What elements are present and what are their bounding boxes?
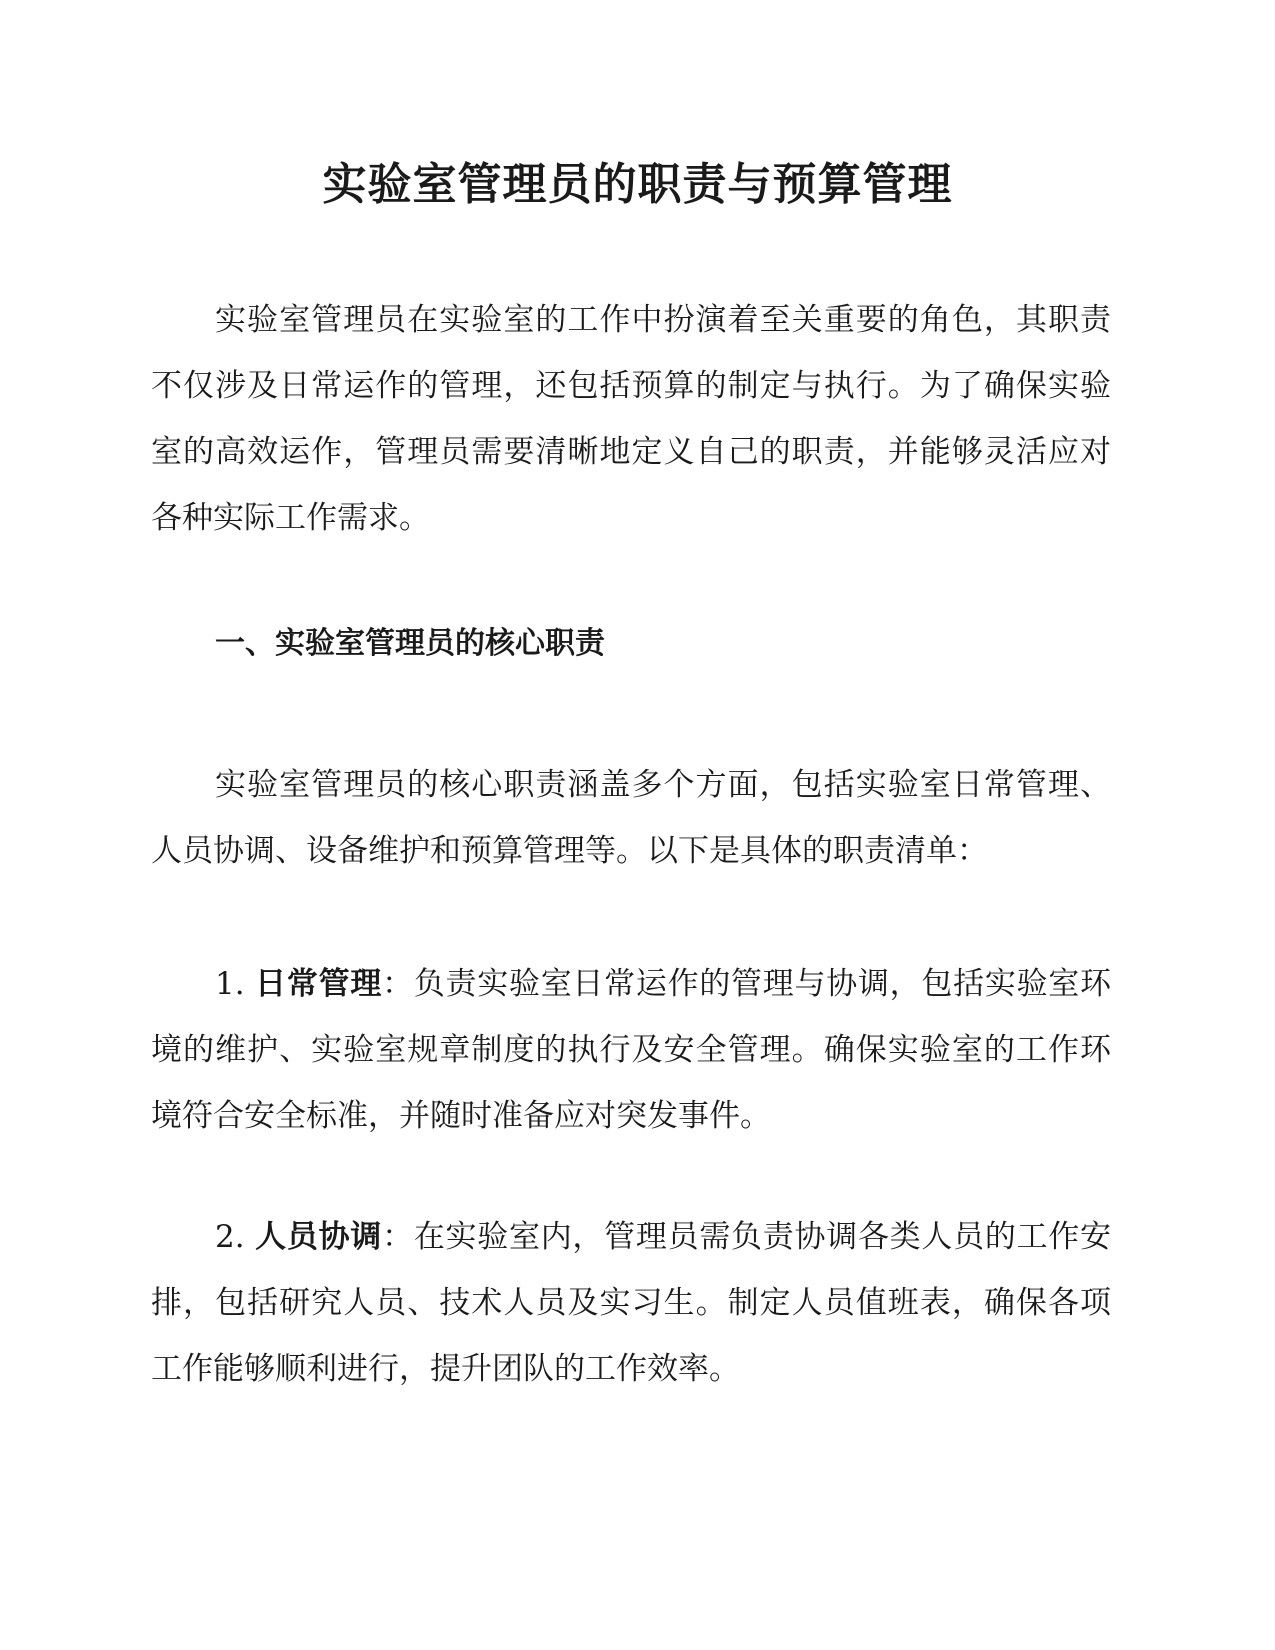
list-item-label: 日常管理 xyxy=(255,966,383,1002)
document-title: 实验室管理员的职责与预算管理 xyxy=(322,159,953,210)
list-item-text: 在实验室内，管理员需负责协调各类人员的工作安排，包括研究人员、技术人员及实习生。制定人员值班表，确保各项工作能够顺利进行，提升团队的工作效率。 xyxy=(151,1219,1112,1387)
intro-paragraph: 实验室管理员在实验室的工作中扮演着至关重要的角色，其职责不仅涉及日常运作的管理，还包括预算的制定与执行。为了确保实验室的高效运作，管理员需要清晰地定义自己的职责，并能够灵活应对各种实际工作需求。 xyxy=(151,302,1111,536)
list-item xyxy=(151,1204,1111,1402)
section-intro-paragraph: 实验室管理员的核心职责涵盖多个方面，包括实验室日常管理、人员协调、设备维护和预算管理等。以下是具体的职责清单： xyxy=(151,767,1111,869)
list-item-label: 人员协调 xyxy=(255,1219,383,1255)
list-item-number: 1. xyxy=(215,966,245,1002)
list-item xyxy=(151,951,1111,1149)
list-item-number: 2. xyxy=(215,1219,245,1255)
list-item-separator: ： xyxy=(382,966,414,1002)
section-heading: 一、实验室管理员的核心职责 xyxy=(215,626,605,661)
list-item-separator: ： xyxy=(382,1219,414,1255)
list-item-text: 负责实验室日常运作的管理与协调，包括实验室环境的维护、实验室规章制度的执行及安全管理。确保实验室的工作环境符合安全标准，并随时准备应对突发事件。 xyxy=(151,966,1112,1134)
